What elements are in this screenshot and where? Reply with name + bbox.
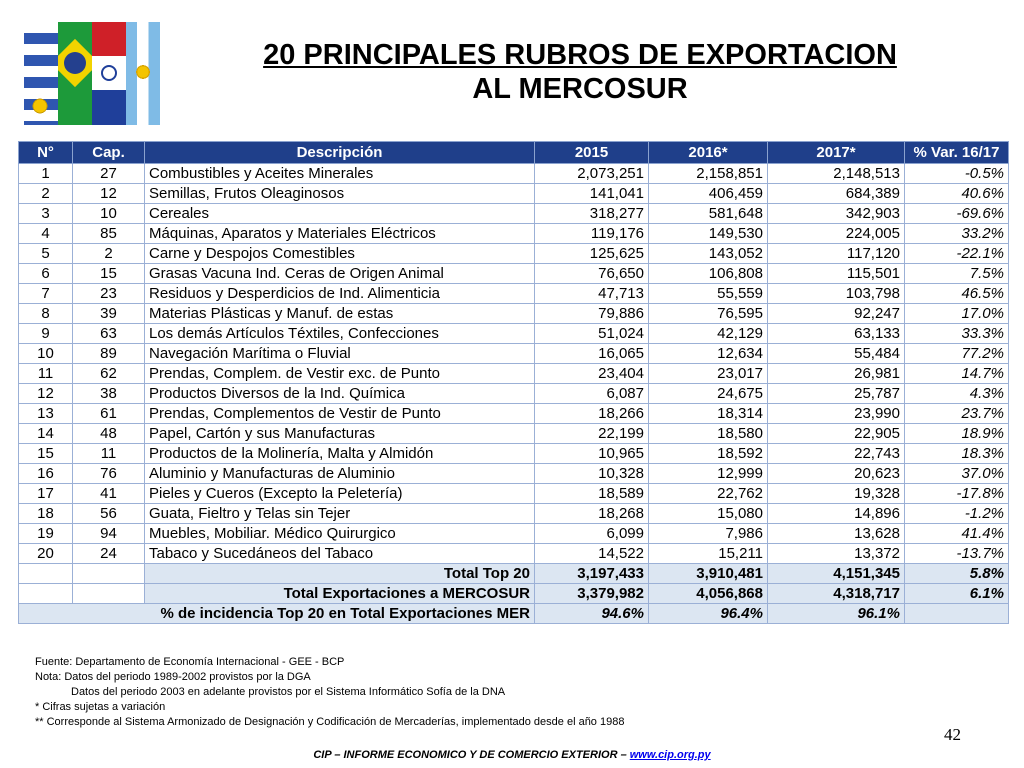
row-2016: 15,080 bbox=[649, 504, 768, 524]
total-mercosur-2016: 4,056,868 bbox=[649, 584, 768, 604]
row-number: 5 bbox=[19, 244, 73, 264]
row-variation: -69.6% bbox=[905, 204, 1009, 224]
header-chapter: Cap. bbox=[73, 142, 145, 164]
row-2015: 141,041 bbox=[535, 184, 649, 204]
row-2016: 76,595 bbox=[649, 304, 768, 324]
row-2016: 18,592 bbox=[649, 444, 768, 464]
header-2015: 2015 bbox=[535, 142, 649, 164]
row-chapter: 2 bbox=[73, 244, 145, 264]
row-description: Productos de la Molinería, Malta y Almidón bbox=[145, 444, 535, 464]
row-description: Aluminio y Manufacturas de Aluminio bbox=[145, 464, 535, 484]
brazil-flag-icon bbox=[58, 22, 92, 125]
empty-cell bbox=[73, 584, 145, 604]
row-number: 14 bbox=[19, 424, 73, 444]
page-title: 20 PRINCIPALES RUBROS DE EXPORTACION bbox=[263, 39, 897, 71]
exports-table bbox=[18, 141, 1009, 624]
note-dga: Nota: Datos del periodo 1989-2002 provistos por la DGA bbox=[35, 671, 311, 683]
page-number: 42 bbox=[944, 725, 961, 744]
row-chapter: 76 bbox=[73, 464, 145, 484]
row-number: 8 bbox=[19, 304, 73, 324]
row-description: Pieles y Cueros (Excepto la Peletería) bbox=[145, 484, 535, 504]
row-variation: 33.2% bbox=[905, 224, 1009, 244]
row-2015: 23,404 bbox=[535, 364, 649, 384]
page-subtitle: AL MERCOSUR bbox=[472, 73, 688, 105]
row-2015: 18,266 bbox=[535, 404, 649, 424]
row-chapter: 27 bbox=[73, 164, 145, 184]
row-description: Cereales bbox=[145, 204, 535, 224]
row-2015: 318,277 bbox=[535, 204, 649, 224]
row-2017: 117,120 bbox=[768, 244, 905, 264]
row-2017: 115,501 bbox=[768, 264, 905, 284]
row-number: 16 bbox=[19, 464, 73, 484]
row-number: 17 bbox=[19, 484, 73, 504]
total-top20-2017: 4,151,345 bbox=[768, 564, 905, 584]
row-variation: -22.1% bbox=[905, 244, 1009, 264]
row-description: Prendas, Complementos de Vestir de Punto bbox=[145, 404, 535, 424]
row-description: Los demás Artículos Téxtiles, Confecciones bbox=[145, 324, 535, 344]
incidence-2015: 94.6% bbox=[535, 604, 649, 624]
row-variation: 18.3% bbox=[905, 444, 1009, 464]
row-number: 11 bbox=[19, 364, 73, 384]
row-2017: 20,623 bbox=[768, 464, 905, 484]
row-2017: 22,743 bbox=[768, 444, 905, 464]
row-2015: 47,713 bbox=[535, 284, 649, 304]
row-number: 20 bbox=[19, 544, 73, 564]
table-body bbox=[19, 164, 1009, 564]
table-row bbox=[19, 464, 1009, 484]
uruguay-flag-icon bbox=[24, 22, 58, 125]
total-mercosur-2017: 4,318,717 bbox=[768, 584, 905, 604]
row-2015: 76,650 bbox=[535, 264, 649, 284]
row-2017: 13,372 bbox=[768, 544, 905, 564]
row-2017: 55,484 bbox=[768, 344, 905, 364]
row-variation: -17.8% bbox=[905, 484, 1009, 504]
table-row bbox=[19, 424, 1009, 444]
table-row bbox=[19, 444, 1009, 464]
table-row bbox=[19, 204, 1009, 224]
row-chapter: 56 bbox=[73, 504, 145, 524]
header-variation: % Var. 16/17 bbox=[905, 142, 1009, 164]
row-2016: 406,459 bbox=[649, 184, 768, 204]
total-top20-label: Total Top 20 bbox=[145, 564, 535, 584]
table-header-row bbox=[19, 142, 1009, 164]
total-top20-2016: 3,910,481 bbox=[649, 564, 768, 584]
row-variation: 7.5% bbox=[905, 264, 1009, 284]
row-chapter: 61 bbox=[73, 404, 145, 424]
row-2015: 10,965 bbox=[535, 444, 649, 464]
row-2016: 149,530 bbox=[649, 224, 768, 244]
row-2017: 22,905 bbox=[768, 424, 905, 444]
row-2017: 92,247 bbox=[768, 304, 905, 324]
row-number: 1 bbox=[19, 164, 73, 184]
row-2015: 79,886 bbox=[535, 304, 649, 324]
row-2015: 6,099 bbox=[535, 524, 649, 544]
row-description: Muebles, Mobiliar. Médico Quirurgico bbox=[145, 524, 535, 544]
table-row bbox=[19, 304, 1009, 324]
row-description: Materias Plásticas y Manuf. de estas bbox=[145, 304, 535, 324]
row-description: Carne y Despojos Comestibles bbox=[145, 244, 535, 264]
row-2015: 18,589 bbox=[535, 484, 649, 504]
table-row bbox=[19, 364, 1009, 384]
row-2016: 22,762 bbox=[649, 484, 768, 504]
row-variation: 14.7% bbox=[905, 364, 1009, 384]
header-number: N° bbox=[19, 142, 73, 164]
header-2017: 2017* bbox=[768, 142, 905, 164]
argentina-flag-icon bbox=[126, 22, 160, 125]
row-variation: 40.6% bbox=[905, 184, 1009, 204]
note-harmonized-system: ** Corresponde al Sistema Armonizado de Designación y Codificación de Mercaderías, implementado desde el año 1988 bbox=[35, 716, 625, 728]
row-chapter: 85 bbox=[73, 224, 145, 244]
row-2016: 18,580 bbox=[649, 424, 768, 444]
row-2017: 63,133 bbox=[768, 324, 905, 344]
row-2017: 14,896 bbox=[768, 504, 905, 524]
total-top20-row bbox=[19, 564, 1009, 584]
row-variation: 33.3% bbox=[905, 324, 1009, 344]
note-dna: Datos del periodo 2003 en adelante provistos por el Sistema Informático Sofía de la DNA bbox=[71, 686, 506, 698]
row-variation: -1.2% bbox=[905, 504, 1009, 524]
row-chapter: 41 bbox=[73, 484, 145, 504]
table-row bbox=[19, 404, 1009, 424]
row-chapter: 63 bbox=[73, 324, 145, 344]
row-variation: 46.5% bbox=[905, 284, 1009, 304]
note-estimates: * Cifras sujetas a variación bbox=[35, 701, 166, 713]
row-2015: 18,268 bbox=[535, 504, 649, 524]
total-mercosur-var: 6.1% bbox=[905, 584, 1009, 604]
row-2016: 15,211 bbox=[649, 544, 768, 564]
row-number: 7 bbox=[19, 284, 73, 304]
row-variation: 41.4% bbox=[905, 524, 1009, 544]
row-2016: 12,999 bbox=[649, 464, 768, 484]
row-2015: 51,024 bbox=[535, 324, 649, 344]
row-2015: 14,522 bbox=[535, 544, 649, 564]
row-2016: 55,559 bbox=[649, 284, 768, 304]
table-row bbox=[19, 524, 1009, 544]
row-number: 3 bbox=[19, 204, 73, 224]
row-2017: 26,981 bbox=[768, 364, 905, 384]
row-chapter: 48 bbox=[73, 424, 145, 444]
row-2015: 2,073,251 bbox=[535, 164, 649, 184]
row-chapter: 89 bbox=[73, 344, 145, 364]
row-chapter: 23 bbox=[73, 284, 145, 304]
row-2016: 143,052 bbox=[649, 244, 768, 264]
row-2016: 23,017 bbox=[649, 364, 768, 384]
table-row bbox=[19, 504, 1009, 524]
row-2016: 24,675 bbox=[649, 384, 768, 404]
row-variation: 4.3% bbox=[905, 384, 1009, 404]
header-2016: 2016* bbox=[649, 142, 768, 164]
row-description: Tabaco y Sucedáneos del Tabaco bbox=[145, 544, 535, 564]
row-2015: 16,065 bbox=[535, 344, 649, 364]
row-description: Papel, Cartón y sus Manufacturas bbox=[145, 424, 535, 444]
row-number: 19 bbox=[19, 524, 73, 544]
row-variation: 77.2% bbox=[905, 344, 1009, 364]
row-description: Grasas Vacuna Ind. Ceras de Origen Animal bbox=[145, 264, 535, 284]
row-2017: 342,903 bbox=[768, 204, 905, 224]
row-description: Máquinas, Aparatos y Materiales Eléctricos bbox=[145, 224, 535, 244]
row-chapter: 62 bbox=[73, 364, 145, 384]
total-mercosur-2015: 3,379,982 bbox=[535, 584, 649, 604]
row-2016: 7,986 bbox=[649, 524, 768, 544]
row-2017: 2,148,513 bbox=[768, 164, 905, 184]
row-description: Semillas, Frutos Oleaginosos bbox=[145, 184, 535, 204]
row-2017: 224,005 bbox=[768, 224, 905, 244]
header-description: Descripción bbox=[145, 142, 535, 164]
row-chapter: 38 bbox=[73, 384, 145, 404]
empty-cell bbox=[19, 584, 73, 604]
table-row bbox=[19, 384, 1009, 404]
footer bbox=[0, 749, 1024, 761]
row-description: Guata, Fieltro y Telas sin Tejer bbox=[145, 504, 535, 524]
row-2016: 12,634 bbox=[649, 344, 768, 364]
row-2015: 10,328 bbox=[535, 464, 649, 484]
row-number: 6 bbox=[19, 264, 73, 284]
table-row bbox=[19, 284, 1009, 304]
row-2017: 25,787 bbox=[768, 384, 905, 404]
table-row bbox=[19, 244, 1009, 264]
total-top20-2015: 3,197,433 bbox=[535, 564, 649, 584]
incidence-2017: 96.1% bbox=[768, 604, 905, 624]
total-mercosur-row bbox=[19, 584, 1009, 604]
row-2017: 13,628 bbox=[768, 524, 905, 544]
row-number: 12 bbox=[19, 384, 73, 404]
total-top20-var: 5.8% bbox=[905, 564, 1009, 584]
row-chapter: 39 bbox=[73, 304, 145, 324]
mercosur-flags bbox=[24, 22, 160, 125]
footer-text: CIP – INFORME ECONOMICO Y DE COMERCIO EXTERIOR – bbox=[313, 749, 630, 761]
empty-cell bbox=[73, 564, 145, 584]
row-2017: 684,389 bbox=[768, 184, 905, 204]
row-description: Residuos y Desperdicios de Ind. Alimenticia bbox=[145, 284, 535, 304]
table-row bbox=[19, 224, 1009, 244]
row-chapter: 10 bbox=[73, 204, 145, 224]
row-variation: 23.7% bbox=[905, 404, 1009, 424]
table-row bbox=[19, 324, 1009, 344]
row-variation: 18.9% bbox=[905, 424, 1009, 444]
row-description: Navegación Marítima o Fluvial bbox=[145, 344, 535, 364]
row-2017: 19,328 bbox=[768, 484, 905, 504]
row-chapter: 94 bbox=[73, 524, 145, 544]
row-variation: 17.0% bbox=[905, 304, 1009, 324]
row-2017: 23,990 bbox=[768, 404, 905, 424]
note-source: Fuente: Departamento de Economía Internacional - GEE - BCP bbox=[35, 656, 345, 668]
row-number: 15 bbox=[19, 444, 73, 464]
row-chapter: 15 bbox=[73, 264, 145, 284]
row-2016: 18,314 bbox=[649, 404, 768, 424]
row-number: 2 bbox=[19, 184, 73, 204]
total-mercosur-label: Total Exportaciones a MERCOSUR bbox=[145, 584, 535, 604]
row-number: 13 bbox=[19, 404, 73, 424]
row-chapter: 11 bbox=[73, 444, 145, 464]
row-number: 10 bbox=[19, 344, 73, 364]
row-2016: 2,158,851 bbox=[649, 164, 768, 184]
row-2015: 125,625 bbox=[535, 244, 649, 264]
table-row bbox=[19, 264, 1009, 284]
row-number: 9 bbox=[19, 324, 73, 344]
row-chapter: 12 bbox=[73, 184, 145, 204]
table-row bbox=[19, 344, 1009, 364]
row-description: Combustibles y Aceites Minerales bbox=[145, 164, 535, 184]
row-2015: 119,176 bbox=[535, 224, 649, 244]
footnotes bbox=[35, 655, 624, 730]
table-row bbox=[19, 164, 1009, 184]
row-chapter: 24 bbox=[73, 544, 145, 564]
empty-cell bbox=[905, 604, 1009, 624]
row-number: 18 bbox=[19, 504, 73, 524]
paraguay-flag-icon bbox=[92, 22, 126, 125]
row-description: Productos Diversos de la Ind. Química bbox=[145, 384, 535, 404]
row-description: Prendas, Complem. de Vestir exc. de Punto bbox=[145, 364, 535, 384]
table-row bbox=[19, 184, 1009, 204]
incidence-label: % de incidencia Top 20 en Total Exportaciones MER bbox=[19, 604, 535, 624]
row-variation: -13.7% bbox=[905, 544, 1009, 564]
table-row bbox=[19, 544, 1009, 564]
row-2016: 581,648 bbox=[649, 204, 768, 224]
incidence-2016: 96.4% bbox=[649, 604, 768, 624]
incidence-row bbox=[19, 604, 1009, 624]
row-2016: 106,808 bbox=[649, 264, 768, 284]
row-2015: 22,199 bbox=[535, 424, 649, 444]
row-2017: 103,798 bbox=[768, 284, 905, 304]
row-number: 4 bbox=[19, 224, 73, 244]
footer-link[interactable]: www.cip.org.py bbox=[629, 749, 711, 761]
row-variation: -0.5% bbox=[905, 164, 1009, 184]
empty-cell bbox=[19, 564, 73, 584]
row-2015: 6,087 bbox=[535, 384, 649, 404]
table-row bbox=[19, 484, 1009, 504]
row-2016: 42,129 bbox=[649, 324, 768, 344]
row-variation: 37.0% bbox=[905, 464, 1009, 484]
